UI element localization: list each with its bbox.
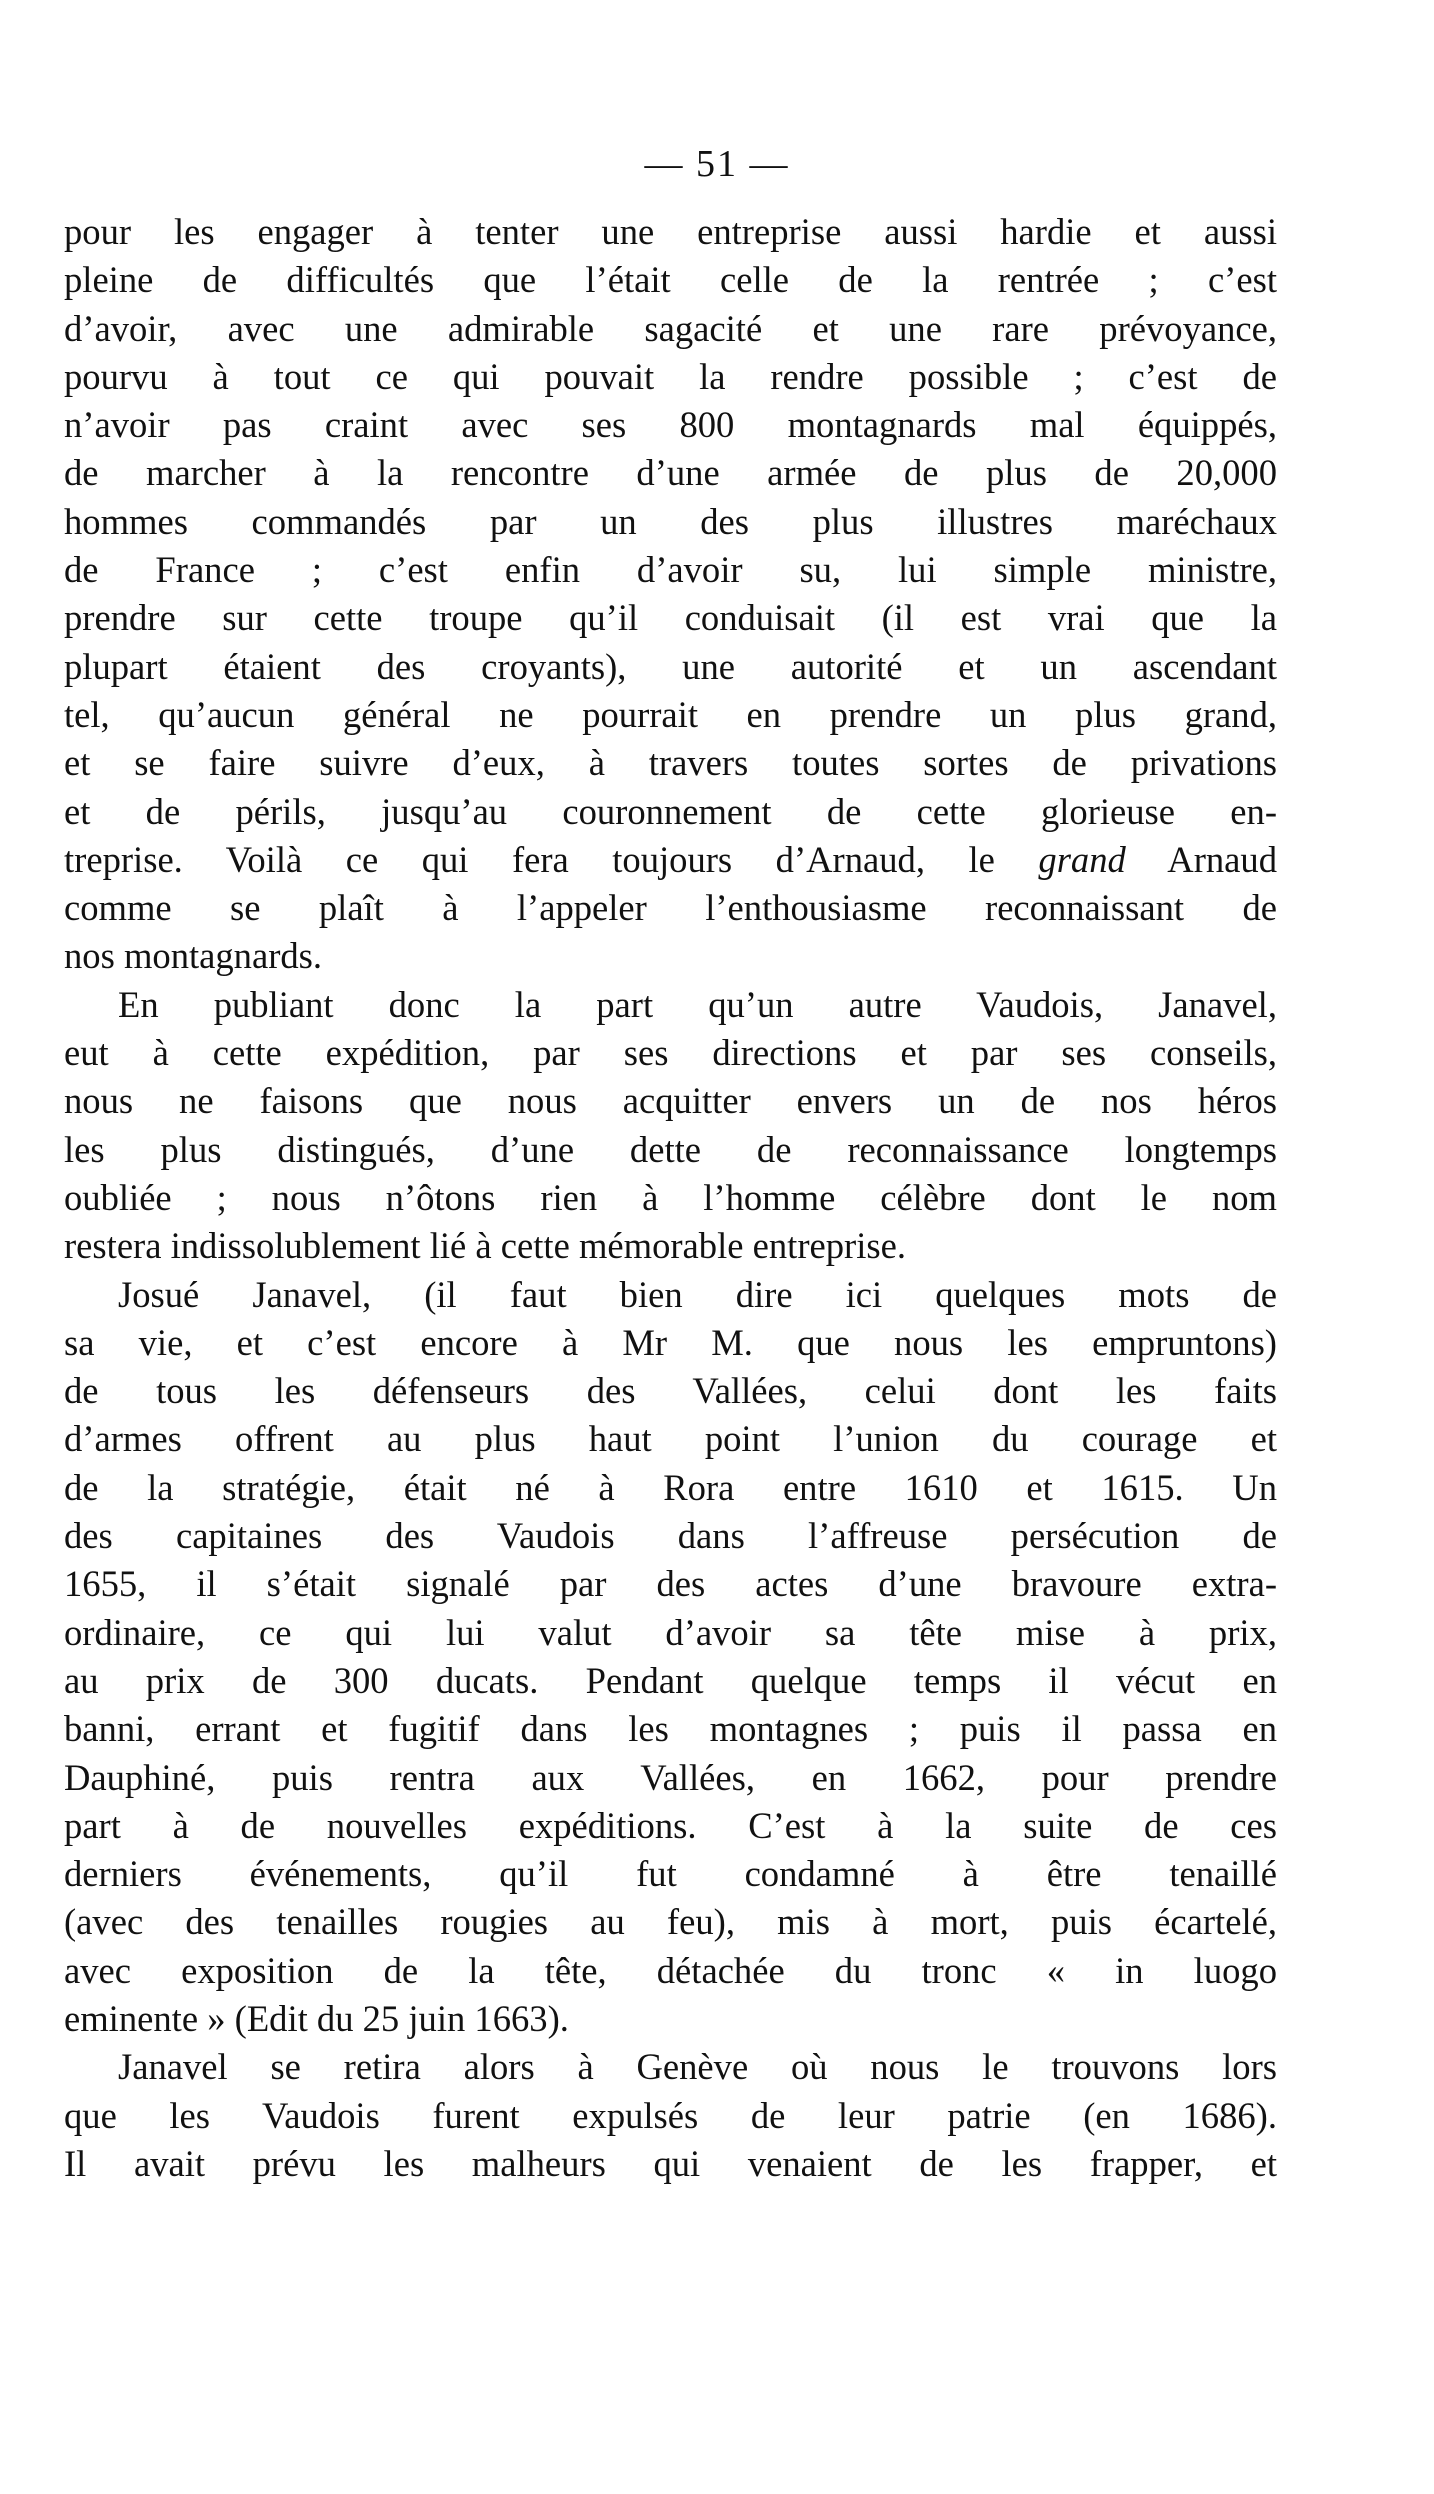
text-line: pleine de difficultés que l’était celle de la rentrée ; c’est (64, 259, 1277, 301)
text-line: hommes commandés par un des plus illustres maréchaux (64, 500, 1277, 542)
text-line: eminente » (Edit du 25 juin 1663). (64, 1997, 569, 2039)
text-line: ordinaire, ce qui lui valut d’avoir sa tête mise à prix, (64, 1611, 1277, 1653)
text-line: des capitaines des Vaudois dans l’affreuse persécution de (64, 1515, 1277, 1557)
text-line: sa vie, et c’est encore à Mr M. que nous les empruntons) (64, 1321, 1277, 1363)
text-line: au prix de 300 ducats. Pendant quelque temps il vécut en (64, 1659, 1277, 1701)
text-line: tel, qu’aucun général ne pourrait en prendre un plus grand, (64, 693, 1277, 735)
text-line: Janavel se retira alors à Genève où nous le trouvons lors (118, 2046, 1277, 2088)
body-text (64, 208, 1277, 2188)
text-line: eut à cette expédition, par ses directions et par ses conseils, (64, 1032, 1277, 1074)
text-segment: Arnaud (1125, 838, 1277, 880)
text-line: de marcher à la rencontre d’une armée de plus de 20,000 (64, 452, 1277, 494)
text-line: plupart étaient des croyants), une autorité et un ascendant (64, 645, 1277, 687)
text-line: d’avoir, avec une admirable sagacité et une rare prévoyance, (64, 307, 1277, 349)
text-line: oubliée ; nous n’ôtons rien à l’homme célèbre dont le nom (64, 1176, 1277, 1218)
text-line: prendre sur cette troupe qu’il conduisait (il est vrai que la (64, 597, 1277, 639)
text-line: comme se plaît à l’appeler l’enthousiasme reconnaissant de (64, 887, 1277, 929)
text-line: (avec des tenailles rougies au feu), mis à mort, puis écartelé, (64, 1901, 1277, 1943)
text-line: que les Vaudois furent expulsés de leur patrie (en 1686). (64, 2094, 1277, 2136)
text-line: les plus distingués, d’une dette de reconnaissance longtemps (64, 1128, 1277, 1170)
text-segment: treprise. Voilà ce qui fera toujours d’Arnaud, le (64, 838, 1039, 880)
text-line: En publiant donc la part qu’un autre Vaudois, Janavel, (118, 983, 1277, 1025)
page-number: — 51 — (644, 143, 790, 185)
text-line: banni, errant et fugitif dans les montagnes ; puis il passa en (64, 1708, 1277, 1750)
text-line: nous ne faisons que nous acquitter envers un de nos héros (64, 1080, 1277, 1122)
text-line: n’avoir pas craint avec ses 800 montagnards mal équippés, (64, 404, 1277, 446)
text-line: d’armes offrent au plus haut point l’union du courage et (64, 1418, 1277, 1460)
text-line: pourvu à tout ce qui pouvait la rendre possible ; c’est de (64, 355, 1277, 397)
text-line: part à de nouvelles expéditions. C’est à la suite de ces (64, 1804, 1277, 1846)
text-line: avec exposition de la tête, détachée du tronc « in luogo (64, 1949, 1277, 1991)
text-line: Il avait prévu les malheurs qui venaient de les frapper, et (64, 2142, 1277, 2184)
text-line: et se faire suivre d’eux, à travers toutes sortes de privations (64, 742, 1277, 784)
text-line: 1655, il s’était signalé par des actes d’une bravoure extra- (64, 1563, 1277, 1605)
text-line: derniers événements, qu’il fut condamné à être tenaillé (64, 1853, 1277, 1895)
text-line: et de périls, jusqu’au couronnement de cette glorieuse en- (64, 790, 1277, 832)
text-line: de la stratégie, était né à Rora entre 1610 et 1615. Un (64, 1466, 1277, 1508)
text-line: de France ; c’est enfin d’avoir su, lui simple ministre, (64, 549, 1277, 591)
text-line: Josué Janavel, (il faut bien dire ici quelques mots de (118, 1273, 1277, 1315)
text-line: de tous les défenseurs des Vallées, celui dont les faits (64, 1370, 1277, 1412)
text-line: nos montagnards. (64, 935, 323, 977)
text-line (64, 836, 1277, 884)
text-line: Dauphiné, puis rentra aux Vallées, en 1662, pour prendre (64, 1756, 1277, 1798)
text-line: pour les engager à tenter une entreprise aussi hardie et aussi (64, 211, 1277, 252)
italic-word: grand (1038, 838, 1126, 880)
text-line: restera indissolublement lié à cette mémorable entreprise. (64, 1225, 906, 1267)
